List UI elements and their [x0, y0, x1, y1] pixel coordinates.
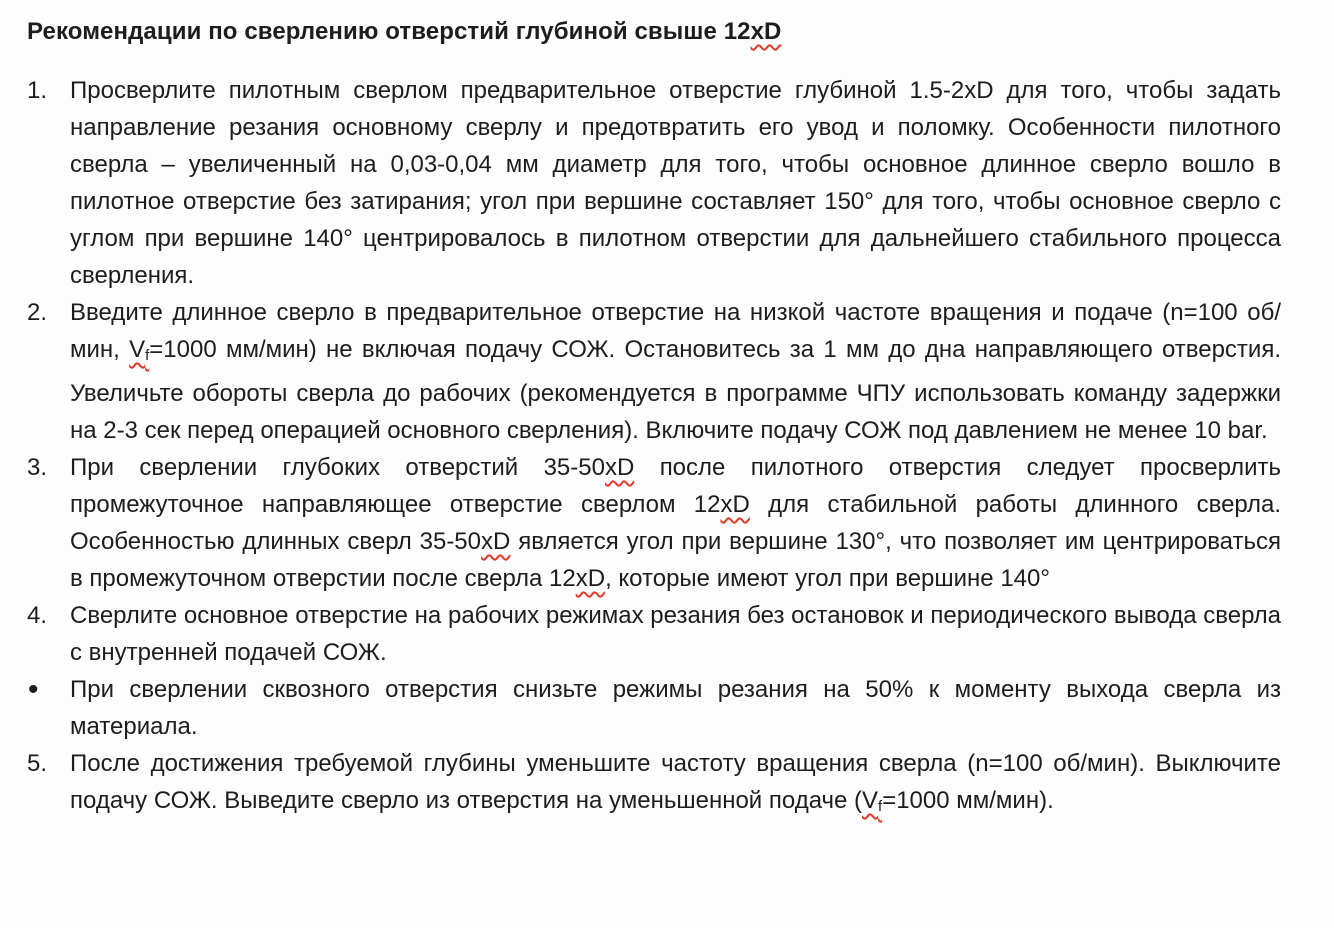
number-marker: 3. — [27, 453, 48, 481]
text-segment: После достижения требуемой глубины уменьшите частоту вращения сверла (n=100 об/мин). Выключите подачу СОЖ. Выведите сверло из отверстия на уменьшенной подаче ( — [70, 749, 1281, 814]
number-marker: 1. — [27, 77, 48, 104]
text-segment: Введите длинное сверло в предварительное отверстие на низкой частоте вращения и подаче (n=100 об/мин, — [70, 299, 1281, 363]
list-item — [27, 597, 1281, 671]
list-item — [27, 449, 1281, 597]
misspelled-text: V — [129, 336, 146, 363]
list-item-text — [70, 72, 1281, 294]
text-segment: Просверлите пилотным сверлом предварительное отверстие глубиной 1.5-2xD для того, чтобы задать направление резания основному сверлу и предотвратить его увод и поломку. Особенности пилотного сверла – увеличенный на 0,03-0,04 мм диаметр для того, чтобы основное длинное сверло вошло в пилотное отверстие без затирания; угол при вершине составляет 150° для того, чтобы основное сверло с углом при вершине 140° центрировалось в пилотном отверстии для дальнейшего стабильного процесса сверления. — [70, 77, 1281, 289]
misspelled-text: xD — [575, 564, 606, 592]
bullet-marker: • — [28, 672, 39, 706]
list-item-text — [70, 294, 1281, 449]
number-marker: 2. — [27, 299, 48, 326]
list-item-text — [70, 671, 1281, 745]
text-segment: Сверлите основное отверстие на рабочих режимах резания без остановок и периодического вывода сверла с внутренней подачей СОЖ. — [70, 601, 1281, 666]
text-segment: является угол при вершине 130°, что позволяет им центрироваться в промежуточном отверстии после сверла 12 — [70, 527, 1281, 592]
text-segment: после пилотного отверстия следует просверлить промежуточное направляющее отверстие сверлом 12 — [70, 453, 1281, 518]
misspelled-text: xD — [720, 490, 750, 518]
misspelled-text: xD — [750, 18, 782, 45]
text-segment: При сверлении глубоких отверстий 35-50 — [70, 453, 605, 481]
text-segment: Рекомендации по сверлению отверстий глубиной свыше 12 — [27, 18, 751, 45]
misspelled-text: f — [145, 347, 150, 364]
misspelled-text: f — [878, 798, 883, 815]
misspelled-text: V — [862, 786, 879, 814]
recommendations-list — [27, 72, 1281, 826]
list-item — [27, 72, 1281, 294]
list-item-text — [70, 597, 1281, 671]
list-item-text — [70, 449, 1281, 597]
text-segment: =1000 мм/мин) не включая подачу СОЖ. Остановитесь за 1 мм до дна направляющего отверстия. Увеличьте обороты сверла до рабочих (рекомендуется в программе ЧПУ использовать команду задержки на 2-3 сек перед операцией основного сверления). Включите подачу СОЖ под давлением не менее 10 bar. — [70, 336, 1281, 444]
number-marker: 4. — [27, 601, 48, 629]
text-segment: , которые имеют угол при вершине 140° — [605, 564, 1050, 592]
list-item-text — [70, 745, 1281, 826]
document-title — [27, 13, 1281, 51]
text-segment: для стабильной работы длинного сверла. Особенностью длинных сверл 35-50 — [70, 490, 1281, 555]
misspelled-text: xD — [481, 527, 511, 555]
misspelled-text: xD — [604, 453, 635, 481]
list-item — [27, 671, 1281, 745]
list-item — [27, 745, 1281, 826]
list-item — [27, 294, 1281, 449]
text-segment: =1000 мм/мин). — [882, 786, 1054, 814]
number-marker: 5. — [27, 749, 48, 777]
text-segment: При сверлении сквозного отверстия снизьте режимы резания на 50% к моменту выхода сверла из материала. — [70, 675, 1281, 740]
